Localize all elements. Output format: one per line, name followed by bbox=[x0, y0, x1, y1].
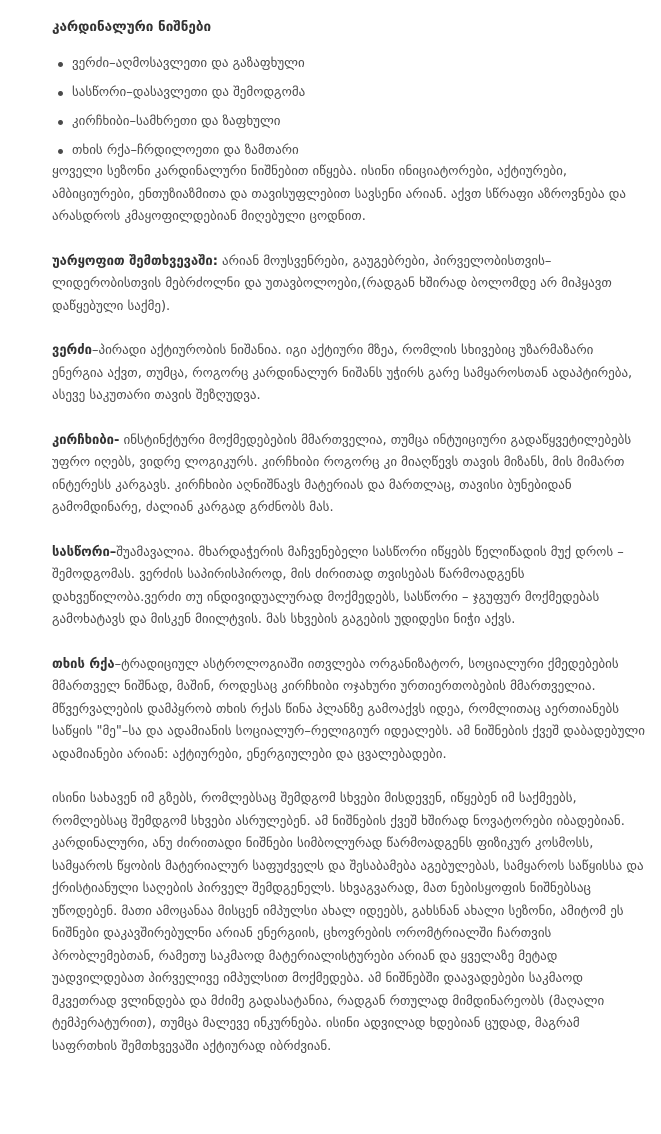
list-item-text: სასწორი–დასავლეთი და შემოდგომა bbox=[72, 85, 306, 100]
capricorn-text: –ტრადიციულ ასტროლოგიაში ითვლება ორგანიზატორ, სოციალური ქმედებების მმართველ ნიშნად, მაშინ, როდესაც კირჩხიბი ოჯახური ურთიერთობების მმართველია. მწვერვალების დამპყრობ თხის რქას წინა პლანზე გამოაქვს იდეა, რომლითაც აერთიანებს საწყის "მე"–სა და ადამიანის სოციალურ–რელიგიურ იდეალებს. ამ ნიშნების ქვეშ დაბადებული ადამიანები არიან: აქტიურები, ენერგიულები და ცვალებადები. bbox=[52, 656, 645, 762]
aries-lead: ვერძი bbox=[52, 343, 92, 358]
aries-paragraph bbox=[52, 340, 645, 408]
list-item bbox=[52, 82, 645, 104]
libra-lead: სასწორი– bbox=[52, 544, 117, 560]
cancer-lead: კირჩხიბი- bbox=[52, 432, 120, 448]
negative-text: არიან მოუსვენრები, გაუგებრები, პირველობისთვის–ლიდერობისთვის მებრძოლნი და უთავბოლოები,(რადგან ხშირად ბოლომდე არ მიჰყავთ დაწყებული საქმე). bbox=[52, 253, 612, 314]
closing-paragraph: ისინი სახავენ იმ გზებს, რომლებსაც შემდგომ სხვები მისდევენ, იწყებენ იმ საქმეებს, რომლებსაც შემდგომ სხვები ასრულებენ. ამ ნიშნების ქვეშ ხშირად ნოვატორები იბადებიან. კარდინალური, ანუ ძირითადი ნიშნები სიმბოლურად წარმოადგენს ფიზიკურ კოსმოსს, სამყაროს წყობის მატერიალურ საფუძველს და შესაბამება აგებულებას, სამყაროს საწყისსა და ქრისტიანული საღების პირველ შემდგენელს. სხვაგვარად, მათ ნებისყოფის ნიშნებსაც უწოდებენ. მათი ამოცანაა მისცენ იმპულსი ახალ იდეებს, გახსნან ახალი სეზონი, ამიტომ ეს ნიშნები დაკავშირებულნი არიან ენერგიის, ცხოვრების ორომტრიალში ჩართვის პრობლემებთან, რამეთუ საკმაოდ მატერიალისტურები არიან და ყველაზე მეტად უადვილდებათ პირველივე იმპულსით მოქმედება. ამ ნიშნებში დაავადებები საკმაოდ მკვეთრად ვლინდება და მძიმე გადასატანია, რადგან რთულად მიმდინარეობს (მაღალი ტემპერატურით), თუმცა მალევე ინკურნება. ისინი ადვილად ხდებიან ცუდად, მაგრამ საფრთხის შემთხვევაში აქტიურად იბრძვიან. bbox=[52, 791, 644, 1054]
aries-text: –პირადი აქტიურობის ნიშანია. იგი აქტიური მზეა, რომლის სხივებიც უზარმაზარი ენერგია აქვთ, თუმცა, როგორც კარდინალურ ნიშანს უჭირს გარე სამყაროსთან ადაპტირება, ასევე საკუთარი თავის შეზღუდვა. bbox=[52, 343, 633, 403]
capricorn-paragraph bbox=[52, 654, 645, 767]
list-item bbox=[52, 53, 645, 75]
cancer-paragraph bbox=[52, 430, 645, 520]
bullet-dot-icon bbox=[58, 120, 63, 125]
list-item-text: თხის რქა–ჩრდილოეთი და ზამთარი bbox=[72, 143, 299, 158]
article-title: კარდინალური ნიშნები bbox=[52, 19, 212, 35]
list-item-text: კირჩხიბი–სამხრეთი და ზაფხული bbox=[72, 114, 281, 129]
bullet-dot-icon bbox=[58, 62, 63, 67]
list-item bbox=[52, 140, 645, 162]
cancer-text: ინსტინქტური მოქმედებების მმართველია, თუმცა ინტუიციური გადაწყვეტილებებს უფრო იღებს, ვიდრე ლოგიკურს. კირჩხიბი როგორც კი მიაღწევს თავის მიზანს, მის მიმართ ინტერესს კარგავს. კირჩხიბი აღნიშნავს მატერიას და მართლაც, თავისი ბუნებიდან გამომდინარე, ძალიან კარგად გრძნობს მას. bbox=[52, 432, 632, 515]
intro-paragraph: ყოველი სეზონი კარდინალური ნიშნებით იწყება. ისინი ინიციატორები, აქტიურები, ამბიციურები, ენთუზიაზმითა და თავისუფლებით სავსენი არიან. აქვთ სწრაფი აზროვნება და არასდროს კმაყოფილდებიან მიღებული ცოდნით. bbox=[52, 164, 626, 224]
negative-lead: უარყოფით შემთხვევაში: bbox=[52, 253, 218, 269]
capricorn-lead: თხის რქა bbox=[52, 656, 115, 672]
list-item-text: ვერძი–აღმოსავლეთი და გაზაფხული bbox=[72, 56, 305, 71]
cardinal-signs-list bbox=[52, 53, 645, 162]
negative-paragraph bbox=[52, 251, 645, 319]
libra-text: შუამავალია. მხარდაჭერის მაჩვენებელი სასწორი იწყებს წელიწადის მუქ დროს – შემოდგომას. ვერძის საპირისპიროდ, მის ძირითად თვისებას წარმოადგენს დახვეწილობა.ვერძი თუ ინდივიდუალურად მოქმედებს, სასწორი – ჯგუფურ მოქმედებას გამოხატავს და მისკენ მიილტვის. მას სხვების გაგების უდიდესი ნიჭი აქვს. bbox=[52, 544, 624, 627]
list-item bbox=[52, 111, 645, 133]
libra-paragraph bbox=[52, 542, 645, 632]
bullet-dot-icon bbox=[58, 149, 63, 154]
bullet-dot-icon bbox=[58, 91, 63, 96]
